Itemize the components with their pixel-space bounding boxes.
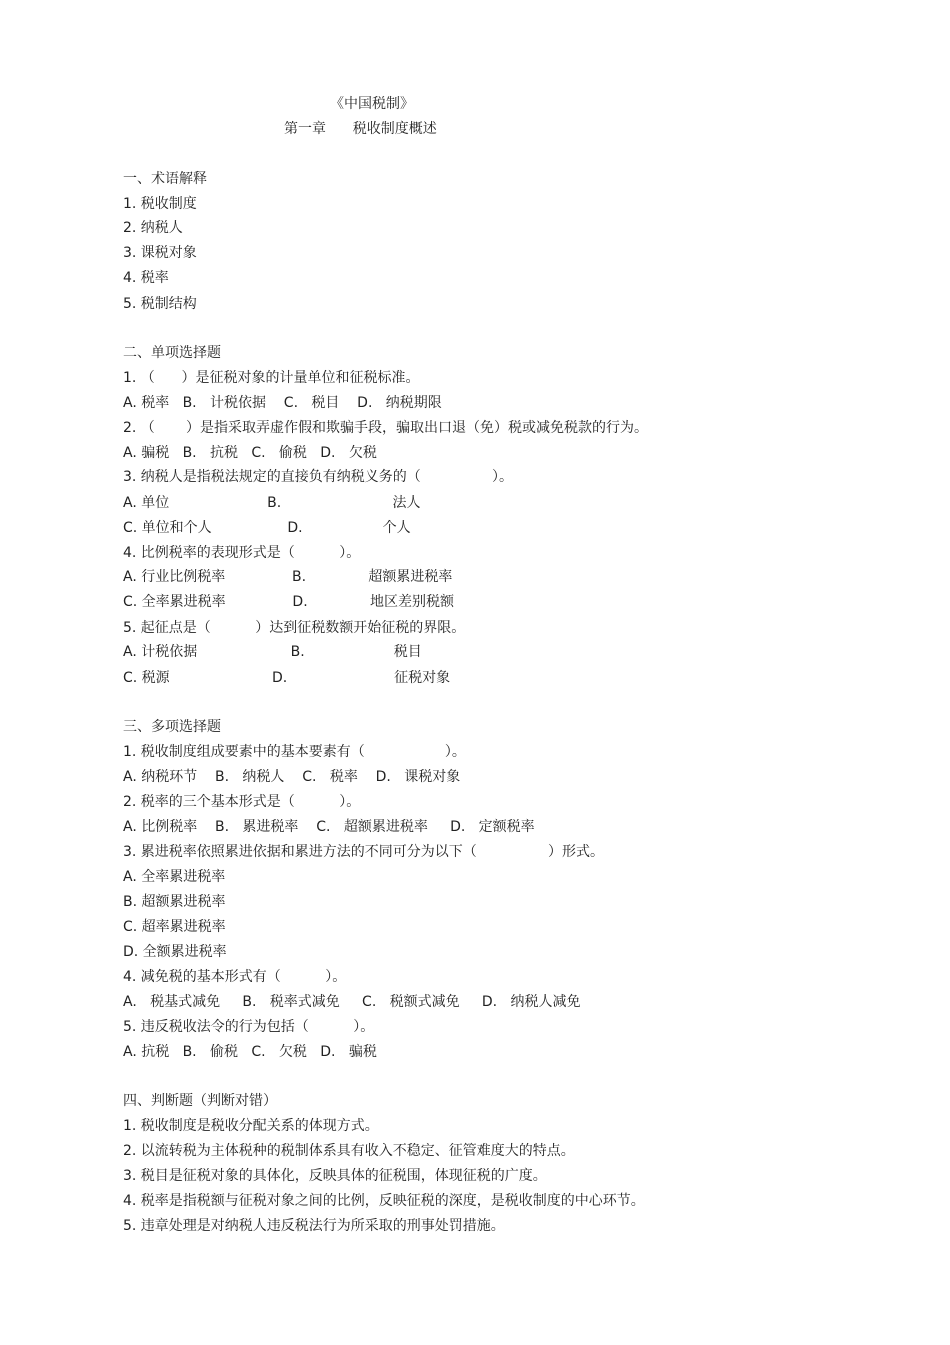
term-item: 3. 课税对象 bbox=[123, 245, 197, 261]
term-item: 2. 纳税人 bbox=[123, 220, 183, 236]
question-line: 1. （ ）是征税对象的计量单位和征税标准。 bbox=[123, 370, 420, 386]
options-line: C. 全率累进税率 D. 地区差别税额 bbox=[123, 594, 454, 610]
options-line: A. 全率累进税率 bbox=[123, 869, 226, 885]
options-line: A. 比例税率 B. 累进税率 C. 超额累进税率 D. 定额税率 bbox=[123, 819, 535, 835]
question-line: 4. 比例税率的表现形式是（ ）。 bbox=[123, 545, 361, 561]
term-item: 1. 税收制度 bbox=[123, 196, 197, 212]
options-line: A. 抗税 B. 偷税 C. 欠税 D. 骗税 bbox=[123, 1044, 377, 1060]
question-line: 5. 违反税收法令的行为包括（ ）。 bbox=[123, 1019, 375, 1035]
options-line: A. 税基式减免 B. 税率式减免 C. 税额式减免 D. 纳税人减免 bbox=[123, 994, 581, 1010]
options-line: A. 计税依据 B. 税目 bbox=[123, 644, 422, 660]
question-line: 5. 起征点是（ ）达到征税数额开始征税的界限。 bbox=[123, 620, 466, 636]
statement-line: 2. 以流转税为主体税种的税制体系具有收入不稳定、征管难度大的特点。 bbox=[123, 1143, 575, 1159]
options-line: A. 税率 B. 计税依据 C. 税目 D. 纳税期限 bbox=[123, 395, 442, 411]
question-line: 2. （ ）是指采取弄虚作假和欺骗手段，骗取出口退（免）税或减免税款的行为。 bbox=[123, 420, 648, 436]
question-line: 3. 纳税人是指税法规定的直接负有纳税义务的（ ）。 bbox=[123, 469, 514, 485]
statement-line: 5. 违章处理是对纳税人违反税法行为所采取的刑事处罚措施。 bbox=[123, 1218, 505, 1234]
chapter-title: 第一章 税收制度概述 bbox=[284, 121, 437, 137]
options-line: C. 税源 D. 征税对象 bbox=[123, 670, 451, 686]
question-line: 4. 减免税的基本形式有（ ）。 bbox=[123, 969, 347, 985]
term-item: 4. 税率 bbox=[123, 270, 169, 286]
options-line: A. 单位 B. 法人 bbox=[123, 495, 421, 511]
options-line: B. 超额累进税率 bbox=[123, 894, 226, 910]
statement-line: 3. 税目是征税对象的具体化，反映具体的征税围，体现征税的广度。 bbox=[123, 1168, 547, 1184]
section-heading-true-false: 四、判断题（判断对错） bbox=[123, 1093, 277, 1109]
statement-line: 1. 税收制度是税收分配关系的体现方式。 bbox=[123, 1118, 379, 1134]
options-line: C. 单位和个人 D. 个人 bbox=[123, 520, 411, 536]
section-heading-terms: 一、术语解释 bbox=[123, 171, 207, 187]
term-item: 5. 税制结构 bbox=[123, 296, 197, 312]
question-line: 1. 税收制度组成要素中的基本要素有（ ）。 bbox=[123, 744, 466, 760]
statement-line: 4. 税率是指税额与征税对象之间的比例，反映征税的深度，是税收制度的中心环节。 bbox=[123, 1193, 645, 1209]
doc-title: 《中国税制》 bbox=[330, 96, 414, 112]
section-heading-single-choice: 二、单项选择题 bbox=[123, 345, 221, 361]
options-line: A. 行业比例税率 B. 超额累进税率 bbox=[123, 569, 453, 585]
options-line: A. 纳税环节 B. 纳税人 C. 税率 D. 课税对象 bbox=[123, 769, 461, 785]
options-line: A. 骗税 B. 抗税 C. 偷税 D. 欠税 bbox=[123, 445, 377, 461]
question-line: 3. 累进税率依照累进依据和累进方法的不同可分为以下（ ）形式。 bbox=[123, 844, 605, 860]
options-line: D. 全额累进税率 bbox=[123, 944, 227, 960]
options-line: C. 超率累进税率 bbox=[123, 919, 226, 935]
question-line: 2. 税率的三个基本形式是（ ）。 bbox=[123, 794, 361, 810]
section-heading-multi-choice: 三、多项选择题 bbox=[123, 719, 221, 735]
